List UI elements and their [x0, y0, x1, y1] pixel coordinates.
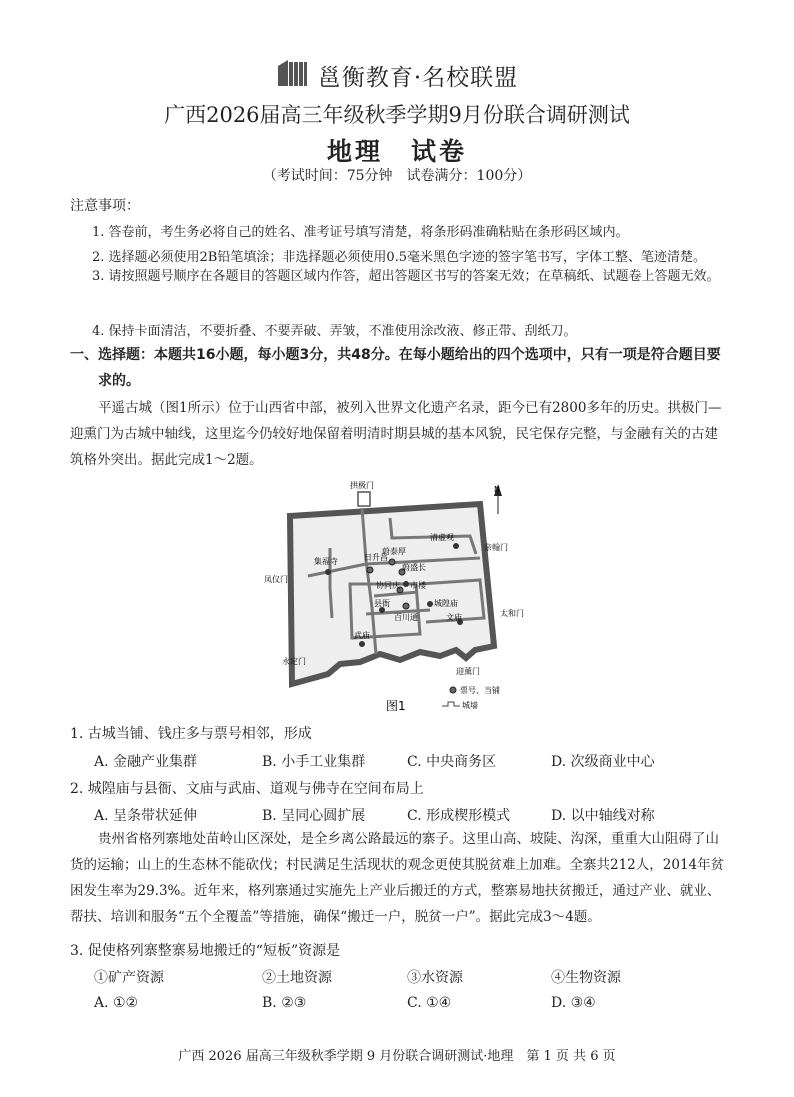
gate-north-label: 拱极门 — [350, 481, 374, 490]
place-chenghuangmiao: 城隍庙 — [434, 599, 458, 608]
note-item: 4. 保持卡面清洁，不要折叠、不要弄破、弄皱，不准使用涂改液、修正带、刮纸刀。 — [92, 324, 577, 339]
q3-item-2: ②土地资源 — [262, 970, 332, 986]
place-marker — [359, 641, 365, 647]
place-weitaihou: 蔚泰厚 — [382, 547, 406, 556]
gate-south-label: 迎薰门 — [456, 667, 480, 676]
subject-title: 地理 试卷 — [326, 137, 467, 166]
gate-sw-label: 永定门 — [282, 657, 306, 666]
note-item: 2. 选择题必须使用2B铅笔填涂；非选择题必须使用0.5毫米黑色字迹的签字笔书写，字体工整、笔迹清楚。 — [92, 250, 707, 265]
figure-caption: 图1 — [386, 699, 406, 713]
exam-info: （考试时间：75分钟 试卷满分：100分） — [262, 168, 532, 184]
legend-piaohao-icon — [450, 687, 456, 693]
page-footer: 广西 2026 届高三年级秋季学期 9 月份联合调研测试·地理 第 1 页 共 6 页 — [178, 1049, 616, 1064]
q1-option-a[interactable]: A. 金融产业集群 — [94, 754, 198, 770]
place-xianya: 县衙 — [374, 599, 390, 608]
piaohao-marker — [389, 559, 395, 565]
section-heading — [70, 342, 730, 394]
q2-option-b[interactable]: B. 呈同心圆扩展 — [262, 808, 366, 824]
q3-option-c[interactable]: C. ①④ — [407, 995, 452, 1011]
q3-option-d[interactable]: D. ③④ — [551, 995, 596, 1011]
place-marker — [403, 581, 409, 587]
question-3-stem: 3. 促使格列寨整寨易地搬迁的“短板”资源是 — [70, 943, 341, 959]
q2-option-c[interactable]: C. 形成楔形模式 — [407, 808, 511, 824]
section-heading-line2: 求的。 — [98, 373, 140, 389]
legend-wall-label: 城墙 — [462, 701, 478, 710]
place-wumiao: 武庙 — [354, 631, 370, 640]
q1-option-c[interactable]: C. 中央商务区 — [407, 754, 497, 770]
place-xietongqing: 协同庆 — [376, 581, 400, 590]
passage-gelie: 贵州省格列寨地处苗岭山区深处，是全乡离公路最远的寨子。这里山高、坡陡、沟深，重重大山阻碍了山货的运输；山上的生态林不能砍伐；村民满足生活现状的观念更使其脱贫难上加难。全寨共212人，2014年贫困发生率为29.3%。近年来，格列寨通过实施先上产业后搬迁的方式，整寨易地扶贫搬迁，通过产业、就业、帮扶、培训和服务“五个全覆盖”等措施，确保“搬迁一户，脱贫一户”。据此完成3～4题。 — [70, 831, 725, 925]
legend-wall-icon — [442, 702, 460, 706]
q2-option-d[interactable]: D. 以中轴线对称 — [551, 808, 655, 824]
north-label: N — [494, 485, 500, 494]
legend-piaohao-label: 票号、当铺 — [460, 686, 500, 695]
notes-heading: 注意事项： — [70, 198, 140, 214]
north-arrow-icon — [494, 484, 502, 514]
place-marker — [325, 569, 331, 575]
place-shilou: 市楼 — [410, 581, 426, 590]
piaohao-marker — [367, 567, 373, 573]
place-marker — [427, 601, 433, 607]
section-heading-line1: 一、选择题：本题共16小题，每小题3分，共48分。在每小题给出的四个选项中，只有一项是符合题目要 — [70, 347, 721, 363]
place-weishengchang: 蔚盛长 — [402, 563, 426, 572]
q3-item-3: ③水资源 — [407, 970, 463, 986]
note-item: 1. 答卷前，考生务必将自己的姓名、准考证号填写清楚，将条形码准确粘贴在条形码区域内。 — [92, 225, 629, 240]
q1-option-b[interactable]: B. 小手工业集群 — [262, 754, 366, 770]
place-baichuantong: 百川通 — [394, 613, 418, 622]
place-marker — [453, 543, 459, 549]
brand-row — [0, 58, 794, 92]
question-1-stem: 1. 古城当铺、钱庄多与票号相邻，形成 — [70, 726, 312, 742]
gate-east-upper-label: 亲翰门 — [484, 543, 508, 552]
note-item: 3. 请按照题号顺序在各题目的答题区域内作答，超出答题区书写的答案无效；在草稿纸、试题卷上答题无效。 — [92, 269, 720, 284]
q2-option-a[interactable]: A. 呈条带状延伸 — [94, 808, 198, 824]
place-wenmiao: 文庙 — [446, 613, 462, 622]
piaohao-marker — [403, 603, 409, 609]
q3-item-4: ④生物资源 — [551, 970, 621, 986]
q3-option-a[interactable]: A. ①② — [94, 995, 139, 1011]
q3-option-b[interactable]: B. ②③ — [262, 995, 307, 1011]
q1-option-d[interactable]: D. 次级商业中心 — [551, 754, 655, 770]
question-2-stem: 2. 城隍庙与县衙、文庙与武庙、道观与佛寺在空间布局上 — [70, 781, 424, 797]
place-rishengchang: 日升昌 — [364, 553, 388, 562]
place-jifusi: 集福寺 — [314, 557, 338, 566]
exam-title: 广西2026届高三年级秋季学期9月份联合调研测试 — [164, 103, 630, 127]
q3-item-1: ①矿产资源 — [94, 970, 164, 986]
logo-icon — [276, 58, 308, 92]
gate-east-lower-label: 太和门 — [500, 609, 524, 618]
place-qingxuguan: 清虚观 — [430, 533, 454, 542]
brand-name: 邕衡教育·名校联盟 — [317, 64, 519, 91]
passage-pingyao: 平遥古城（图1所示）位于山西省中部，被列入世界文化遗产名录，距今已有2800多年的历史。拱极门—迎熏门为古城中轴线，这里迄今仍较好地保留着明清时期县城的基本风貌，民宅保存完整，与金融有关的古建筑格外突出。据此完成1～2题。 — [70, 400, 722, 468]
pingyao-map — [264, 478, 530, 718]
gate-west-label: 凤仪门 — [264, 575, 288, 584]
